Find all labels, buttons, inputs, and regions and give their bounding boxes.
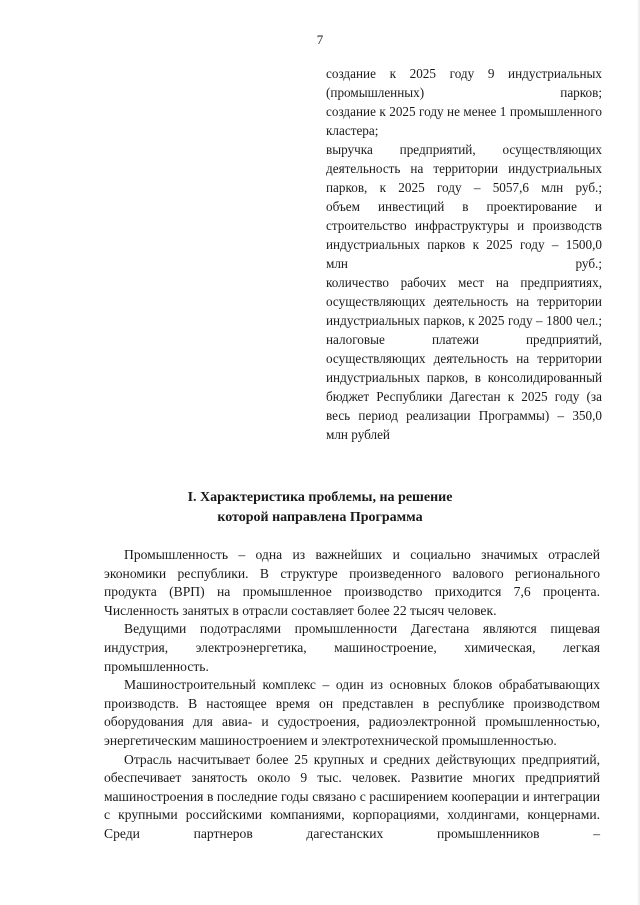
body-paragraph: Ведущими подотраслями промышленности Дагестана являются пищевая индустрия, электроэнергетика, машиностроение, химическая, легкая промышленность. (104, 621, 600, 674)
section-body (104, 546, 600, 844)
page-number: 7 (316, 32, 324, 47)
body-paragraph: Отрасль насчитывает более 25 крупных и средних действующих предприятий, обеспечивает занятость около 9 тыс. человек. Развитие многих предприятий машиностроения в последние годы связано с расширением кооперации и интеграции с крупными российскими компаниями, корпорациями, холдингами, концернами. Среди партнеров дагестанских промышленников – (104, 751, 600, 841)
section-heading (0, 488, 640, 528)
goal-item: количество рабочих мест на предприятиях, осуществляющих деятельность на территории индустриальных парков, к 2025 году – 1800 чел.; (326, 275, 602, 328)
goal-item: выручка предприятий, осуществляющих деятельность на территории индустриальных парков, к 2025 году – 5057,6 млн руб.; (326, 142, 602, 195)
goal-item: налоговые платежи предприятий, осуществляющих деятельность на территории индустриальных парков, в консолидированный бюджет Республики Дагестан к 2025 году (за весь период реализации Программы) – 350,0 млн рублей (326, 332, 602, 442)
goal-item: создание к 2025 году не менее 1 промышленного кластера; (326, 104, 602, 138)
target-indicators-list (326, 64, 602, 444)
section-heading-line1: I. Характеристика проблемы, на решение (187, 490, 453, 505)
section-heading-line2: которой направлена Программа (217, 510, 423, 525)
body-paragraph: Машиностроительный комплекс – один из основных блоков обрабатывающих производств. В настоящее время он представлен в республике производством оборудования для авиа- и судостроения, радиоэлектронной промышленностью, энергетическим машиностроением и электротехнической промышленностью. (104, 677, 600, 748)
body-paragraph: Промышленность – одна из важнейших и социально значимых отраслей экономики республики. В структуре произведенного валового регионального продукта (ВРП) на промышленное производство приходится 7,6 процента. Численность занятых в отрасли составляет более 22 тысяч человек. (104, 547, 600, 618)
goal-item: объем инвестиций в проектирование и строительство инфраструктуры и производств индустриальных парков к 2025 году – 1500,0 млн руб.; (326, 199, 602, 271)
goal-item: создание к 2025 году 9 индустриальных (промышленных) парков; (326, 66, 602, 100)
